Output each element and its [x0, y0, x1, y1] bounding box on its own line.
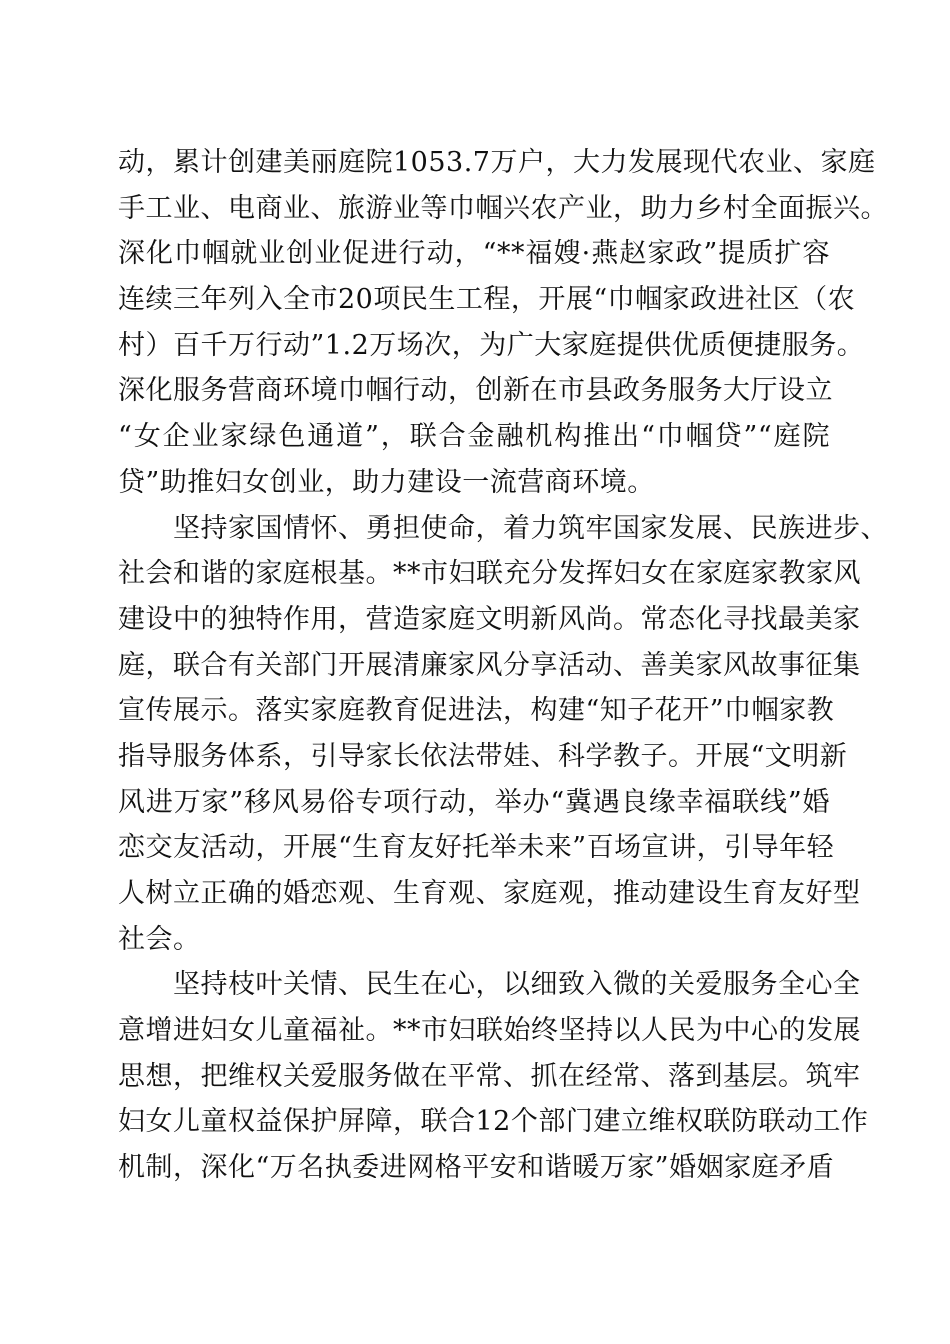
text-line: 坚持枝叶关情、民生在心，以细致入微的关爱服务全心全: [118, 969, 861, 1001]
text-line: 风进万家”移风易俗专项行动，举办“冀遇良缘幸福联线”婚: [118, 786, 830, 818]
text-line: 深化服务营商环境巾帼行动，创新在市县政务服务大厅设立: [118, 375, 833, 407]
text-line: “女企业家绿色通道”，联合金融机构推出“巾帼贷”“庭院: [118, 421, 830, 453]
text-line: 指导服务体系，引导家长依法带娃、科学教子。开展“文明新: [118, 740, 848, 772]
text-line: 妇女儿童权益保护屏障，联合12个部门建立维权联防联动工作: [118, 1106, 869, 1138]
text-line: 贷”助推妇女创业，助力建设一流营商环境。: [118, 466, 655, 498]
text-line: 恋交友活动，开展“生育友好托举未来”百场宣讲，引导年轻: [118, 832, 835, 864]
text-line: 建设中的独特作用，营造家庭文明新风尚。常态化寻找最美家: [118, 603, 861, 635]
text-line: 连续三年列入全市20项民生工程，开展“巾帼家政进社区（农: [118, 284, 856, 316]
text-line: 人树立正确的婚恋观、生育观、家庭观，推动建设生育友好型: [118, 878, 861, 909]
text-line: 思想，把维权关爱服务做在平常、抓在经常、落到基层。筑牢: [118, 1060, 861, 1092]
text-line: 村）百千万行动”1.2万场次，为广大家庭提供优质便捷服务。: [118, 329, 865, 361]
text-line: 手工业、电商业、旅游业等巾帼兴农产业，助力乡村全面振兴。: [118, 192, 888, 224]
text-line: 深化巾帼就业创业促进行动，“**福嫂·燕赵家政”提质扩容: [118, 238, 830, 270]
body-text: [118, 140, 888, 1191]
text-line: 坚持家国情怀、勇担使命，着力筑牢国家发展、民族进步、: [118, 512, 888, 544]
text-line: 意增进妇女儿童福祉。**市妇联始终坚持以人民为中心的发展: [118, 1015, 861, 1047]
text-line: 动，累计创建美丽庭院1053.7万户，大力发展现代农业、家庭: [118, 147, 876, 178]
text-line: 机制，深化“万名执委进网格平安和谐暖万家”婚姻家庭矛盾: [118, 1152, 835, 1184]
text-line: 庭，联合有关部门开展清廉家风分享活动、善美家风故事征集: [118, 649, 861, 681]
text-line: 社会和谐的家庭根基。**市妇联充分发挥妇女在家庭家教家风: [118, 558, 861, 590]
text-line: 宣传展示。落实家庭教育促进法，构建“知子花开”巾帼家教: [118, 695, 835, 727]
text-line: 社会。: [118, 923, 201, 955]
